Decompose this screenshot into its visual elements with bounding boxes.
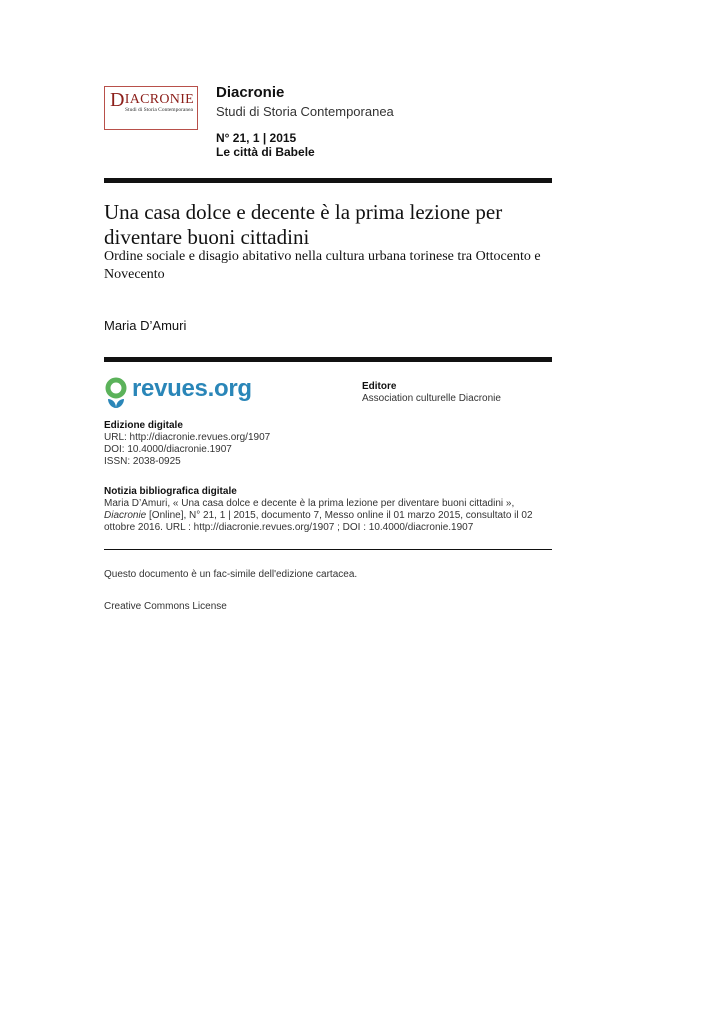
digital-edition-label: Edizione digitale [104,420,183,431]
citation-journal-italic: Diacronie [104,510,147,521]
article-title: Una casa dolce e decente è la prima lezione per diventare buoni cittadini [104,200,503,249]
revues-logo-text: revues.org [132,375,252,402]
bottom-divider [104,549,552,550]
journal-logo-initial: D [110,89,125,111]
citation-label: Notizia bibliografica digitale [104,486,237,497]
revues-flower-icon [104,377,130,409]
article-subtitle: Ordine sociale e disagio abitativo nella cultura urbana torinese tra Ottocento e Novecento [104,249,541,282]
citation-text-start: Maria D’Amuri, « Una casa dolce e decente è la prima lezione per diventare buoni cittadini », [104,498,515,509]
journal-name: Diacronie [216,84,285,101]
issue-number: N° 21, 1 | 2015 [216,131,297,145]
digital-edition-url[interactable]: URL: http://diacronie.revues.org/1907 [104,432,271,443]
citation-text-end: [Online], N° 21, 1 | 2015, documento 7, Messo online il 01 marzo 2015, consultato il 02 ottobre 2016. URL : http://diacronie.revues.org/1907 ; DOI : 10.4000/diacronie.1907 [104,510,533,533]
issue-title: Le città di Babele [216,145,315,159]
middle-divider [104,357,552,362]
journal-logo [104,86,198,130]
editore-label: Editore [362,381,397,392]
license-link[interactable]: Creative Commons License [104,601,227,612]
digital-edition-details [104,432,270,468]
editore-value: Association culturelle Diacronie [362,393,501,404]
article-author: Maria D’Amuri [104,318,187,333]
journal-logo-rest: IACRONIE [124,92,195,107]
journal-subtitle: Studi di Storia Contemporanea [216,104,394,119]
citation-text [104,498,552,534]
digital-edition-doi[interactable]: DOI: 10.4000/diacronie.1907 [104,444,232,455]
journal-logo-subtext: Studi di Storia Contemporanea [125,107,193,113]
facsimile-note: Questo documento è un fac-simile dell'edizione cartacea. [104,569,358,580]
digital-edition-issn: ISSN: 2038-0925 [104,456,181,467]
top-divider [104,178,552,183]
